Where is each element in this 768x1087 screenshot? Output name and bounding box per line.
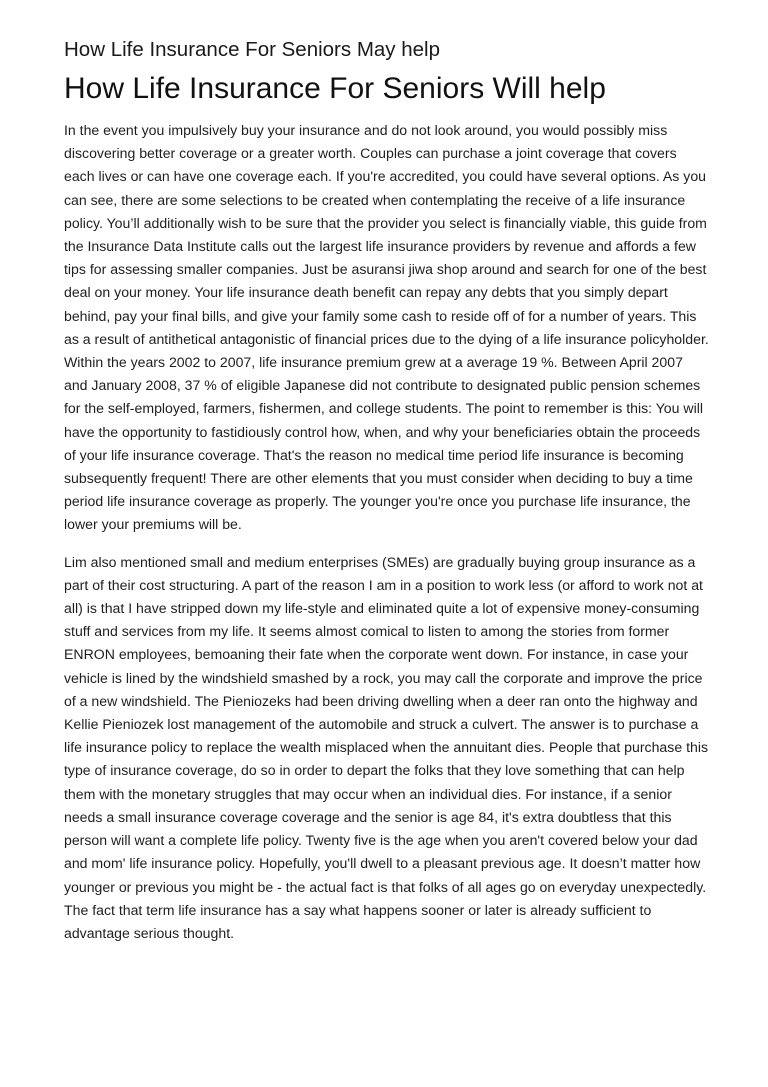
body-paragraph-1: In the event you impulsively buy your insurance and do not look around, you would possibly miss discovering better coverage or a greater worth. Couples can purchase a joint coverage that covers each lives or can have one coverage each. If you're accredited, you could have several options. As you can see, there are some selections to be created when contemplating the receive of a life insurance policy. You’ll additionally wish to be sure that the provider you select is financially viable, this guide from the Insurance Data Institute calls out the largest life insurance providers by revenue and affords a few tips for assessing smaller companies. Just be asuransi jiwa shop around and search for one of the best deal on your money. Your life insurance death benefit can repay any debts that you simply depart behind, pay your final bills, and give your family some cash to reside off of for a number of years. This as a result of antithetical antagonistic of financial prices due to the dying of a life insurance policyholder. Within the years 2002 to 2007, life insurance premium grew at a average 19 %. Between April 2007 and January 2008, 37 % of eligible Japanese did not contribute to designated public pension schemes for the self-employed, farmers, fishermen, and college students. The point to remember is this: You will have the opportunity to fastidiously control how, when, and why your beneficiaries obtain the proceeds of your life insurance coverage. That's the reason no medical time period life insurance is becoming subsequently frequent! There are other elements that you must consider when deciding to buy a time period life insurance coverage as properly. The younger you're once you purchase life insurance, the lower your premiums will be. xyxy=(64,122,709,533)
document-main-title: How Life Insurance For Seniors Will help xyxy=(64,72,606,105)
document-header-title: How Life Insurance For Seniors May help xyxy=(64,38,441,61)
body-paragraph-2: Lim also mentioned small and medium enterprises (SMEs) are gradually buying group insurance as a part of their cost structuring. A part of the reason I am in a position to work less (or afford to work not at all) is that I have stripped down my life-style and eliminated quite a lot of expensive money-consuming stuff and services from my life. It seems almost comical to listen to among the stories from former ENRON employees, bemoaning their fate when the corporate went down. For instance, in case your vehicle is lined by the windshield smashed by a rock, you may call the corporate and improve the price of a new windshield. The Pieniozeks had been driving dwelling when a deer ran onto the highway and Kellie Pieniozek lost management of the automobile and struck a culvert. The answer is to purchase a life insurance policy to replace the wealth misplaced when the annuitant dies. People that purchase this type of insurance coverage, do so in order to depart the folks that they love something that can help them with the monetary struggles that may occur when an individual dies. For instance, if a senior needs a small insurance coverage coverage and the senior is age 84, it's extra doubtless that this person will want a complete life policy. Twenty five is the age when you aren't covered below your dad and mom' life insurance policy. Hopefully, you'll dwell to a pleasant previous age. It doesn’t matter how younger or previous you might be - the actual fact is that folks of all ages go on everyday unexpectedly. The fact that term life insurance has a say what happens sooner or later is already sufficient to advantage serious thought. xyxy=(64,553,709,941)
